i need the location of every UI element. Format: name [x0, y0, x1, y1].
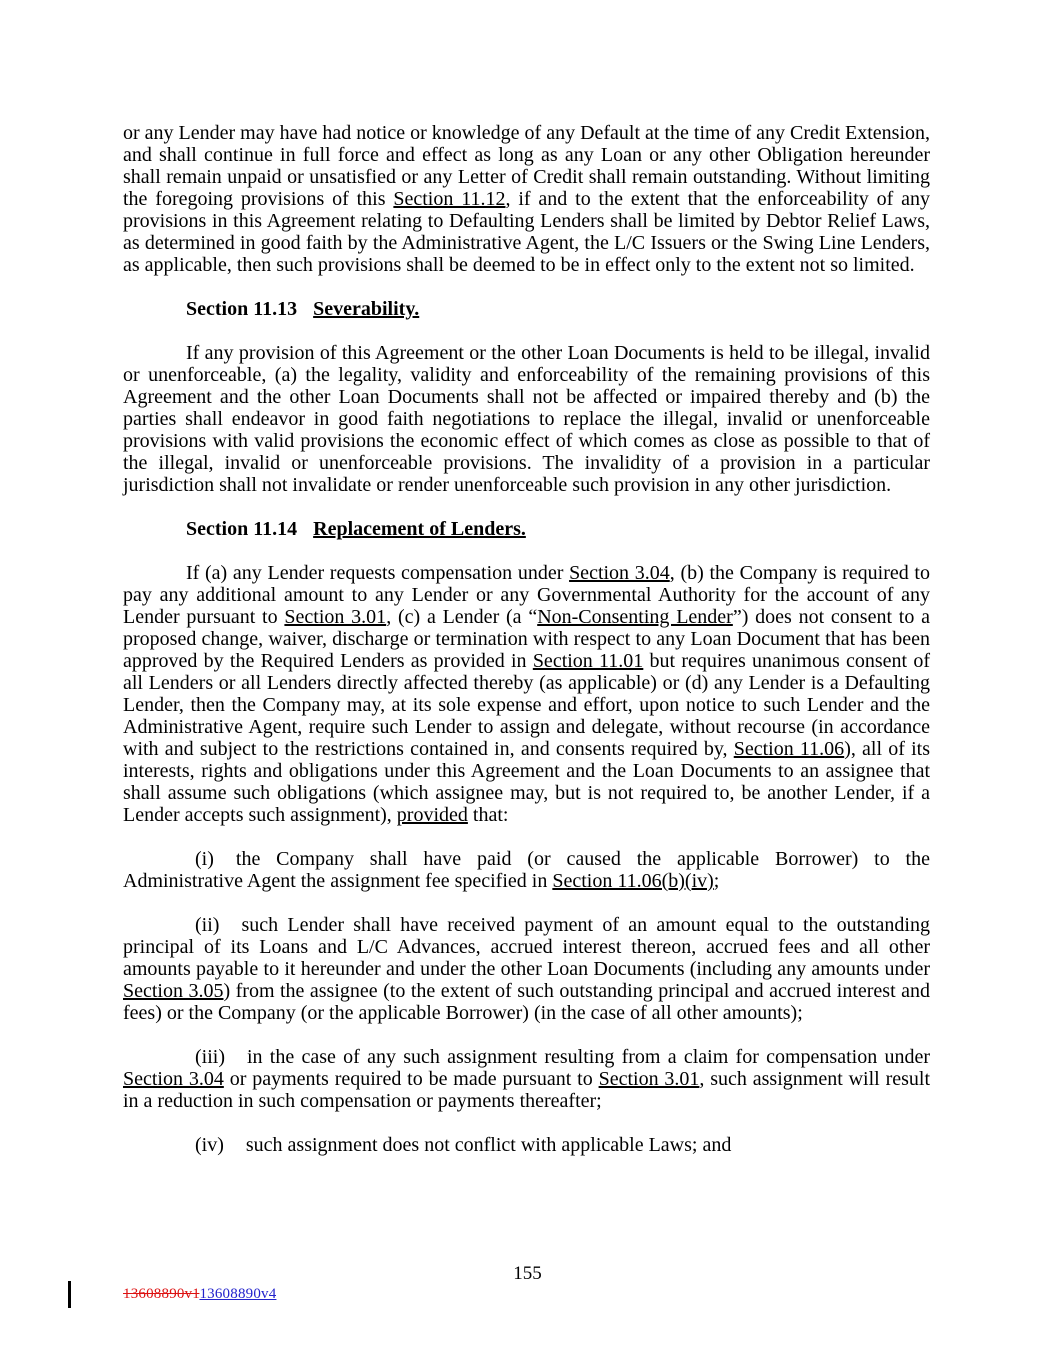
list-item: [123, 914, 930, 1024]
section-number: Section 11.13: [186, 298, 298, 320]
body-text: If any provision of this Agreement or the other Loan Documents is held to be illegal, invalid or unenforceable, (a) the legality, validity and enforceability of the remaining provisions of this Agreement and the other Loan Documents shall not be affected or impaired thereby and (b) the parties shall endeavor in good faith negotiations to replace the illegal, invalid or unenforceable provisions with valid provisions the economic effect of which comes as close as possible to that of the illegal, invalid or unenforceable provisions. The invalidity of a provision in a particular jurisdiction shall not invalidate or render unenforceable such provision in any other jurisdiction.: [123, 342, 930, 496]
body-text: , if and to the extent that the enforceability of any provisions in this Agreement relating to Defaulting Lenders shall be limited by Debtor Relief Laws, as determined in good faith by the Administrative Agent, the L/C Issuers or the Swing Line Lenders, as applicable, then such provisions shall be deemed to be in effect only to the extent not so limited.: [123, 188, 931, 276]
body-text: ), all of its interests, rights and obligations under this Agreement and the Loan Documents to an assignee that shall assume such obligations (which assignee may, but is not required to, be another Lender, if a Lender accepts such assignment),: [123, 738, 930, 826]
body-text: , (b) the Company is required to pay any additional amount to any Lender or any Governmental Authority for the account of any Lender pursuant to: [123, 562, 930, 628]
list-item: [123, 848, 930, 892]
cross-reference: Section 3.04: [123, 1068, 224, 1090]
body-text: the Company shall have paid (or caused the applicable Borrower) to the Administrative Agent the assignment fee specified in: [123, 848, 930, 892]
body-text: that:: [467, 804, 509, 826]
section-heading: [123, 518, 930, 540]
change-bar: [68, 1281, 71, 1308]
body-text: ) from the assignee (to the extent of such outstanding principal and accrued interest and fees) or the Company (or the applicable Borrower) (in the case of all other amounts);: [123, 980, 931, 1024]
revision-inserted: 13608890v4: [199, 1286, 277, 1302]
list-item: [123, 1134, 930, 1156]
page-number: 155: [513, 1263, 542, 1284]
cross-reference: Section 3.01: [284, 606, 387, 628]
body-text: , such assignment will result in a reduction in such compensation or payments thereafter;: [123, 1068, 930, 1112]
paragraph: [123, 122, 930, 276]
paragraph: [123, 342, 930, 496]
cross-reference: provided: [396, 804, 468, 826]
body-text: but requires unanimous consent of all Lenders or all Lenders directly affected thereby (as applicable) or (d) any Lender is a Defaulting Lender, then the Company may, at its sole expense and effort, upon notice to such Lender and the Administrative Agent, require such Lender to assign and delegate, without recourse (in accordance with and subject to the restrictions contained in, and consents required by,: [123, 650, 931, 760]
body-text: in the case of any such assignment resulting from a claim for compensation under: [247, 1046, 930, 1068]
section-title: Replacement of Lenders.: [313, 518, 526, 540]
body-text: or payments required to be made pursuant to: [223, 1068, 599, 1090]
cross-reference: Section 11.12: [393, 188, 506, 210]
cross-reference: Section 11.06: [733, 738, 845, 760]
body-text: ;: [713, 870, 720, 892]
list-marker: (iii): [195, 1046, 225, 1068]
list-marker: (iv): [195, 1134, 224, 1156]
list-marker: (i): [195, 848, 214, 870]
cross-reference: Section 3.01: [598, 1068, 700, 1090]
body-text: ”) does not consent to a proposed change, waiver, discharge or termination with respect to any Loan Document that has been approved by the Required Lenders as provided in: [123, 606, 930, 672]
document-body: [123, 122, 930, 1178]
cross-reference: Section 11.06(b)(iv): [552, 870, 714, 892]
paragraph: [123, 562, 930, 826]
body-text: such assignment does not conflict with applicable Laws; and: [245, 1134, 732, 1156]
body-text: , (c) a Lender (a “: [386, 606, 538, 628]
body-text: or any Lender may have had notice or knowledge of any Default at the time of any Credit Extension, and shall continue in full force and effect as long as any Loan or any other Obligation hereunder shall remain unpaid or unsatisfied or any Letter of Credit shall remain outstanding. Without limiting the foregoing provisions of this: [123, 122, 930, 210]
revision-deleted: 13608890v1: [123, 1286, 200, 1302]
section-number: Section 11.14: [186, 518, 298, 540]
section-title: Severability.: [313, 298, 420, 320]
cross-reference: Non-Consenting Lender: [537, 606, 733, 628]
list-item: [123, 1046, 930, 1112]
section-heading: [123, 298, 930, 320]
list-marker: (ii): [195, 914, 220, 936]
body-text: such Lender shall have received payment of an amount equal to the outstanding principal of its Loans and L/C Advances, accrued interest thereon, accrued fees and all other amounts payable to it hereunder and under the other Loan Documents (including any amounts under: [123, 914, 930, 980]
cross-reference: Section 3.05: [123, 980, 224, 1002]
cross-reference: Section 11.01: [532, 650, 644, 672]
body-text: If (a) any Lender requests compensation under: [186, 562, 570, 584]
footer-revision: [123, 1285, 276, 1303]
cross-reference: Section 3.04: [569, 562, 670, 584]
